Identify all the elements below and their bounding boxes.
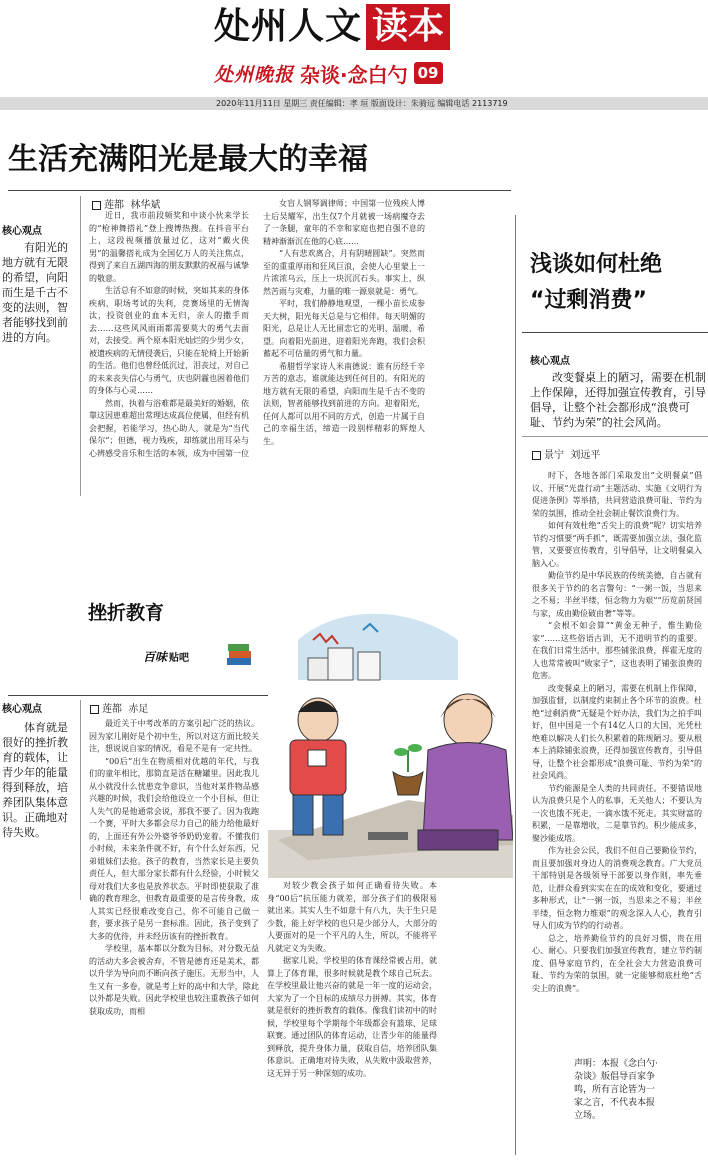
article2-column-tag — [143, 648, 189, 665]
article3-core-text: 改变餐桌上的陋习，需要在机制上作保障，还得加强宣传教育，引导倡导，让整个社会都形成“浪费可耻、节约为荣”的社会风尚。 — [530, 371, 706, 429]
disclaimer-note: 声明：本报《念白勺·杂谈》版倡导百家争鸣，所有言论皆为一家之言，不代表本报立场。 — [574, 1059, 658, 1121]
section-name: 杂谈·念白勺 — [300, 62, 408, 87]
article1-paragraph: 希腊哲学家诗人米南德说：谁有历经千辛万苦的意志，谁就能达到任何目的。有阳光的地方就有无限的希望，向阳而生是千古不变的法则，智者能够找到前进的方向。迎着阳光，任何人都可以用不同的方式，创造一片属于自己的幸福生活，缔造一段别样精彩的辉煌人生。 — [263, 361, 425, 446]
masthead-title — [214, 4, 450, 50]
byline-box-icon — [532, 451, 541, 460]
article1-core-divider — [80, 196, 81, 496]
article1-byline-prefix: 莲都 — [104, 200, 124, 211]
article2-paragraph: “00后”出生在物质相对优越的年代，与我们的童年相比，那简直是活在糖罐里。因此我儿从小就没什么忧患竞争意识，当他对某件物品感兴趣的时候，我们会给他设立一个小目标，但让人失气的是他通常会说，那我不要了。因为我跑一个赛，平时大多都会尽力自己的能力给他最好的，上面还有外公外婆爷爷奶奶宠着。不懂我们小时候，未来条件就不好，有个什么好东西，兄弟姐妹们去抢。孩子的教育，当然家长是主要负责任人，但大部分家长都有什么经验，小时候父母对我们大多也是放养状态。平时即使获取了准确的教育理念，但教育最重要的是言传身教，成人其实已经很难改变自己，你不可能自己做一套，要求孩子是另一套标准。因此，孩子变到了大多的优待，并未经历该有的挫折教育。 — [89, 756, 259, 941]
article2-paragraph: 据家儿说，学校里的体育课经常被占用，就算上了体育课，很多时候就是教个球自己玩去。在学校里最让他兴奋的就是一年一度的运动会，大家为了一个目标的成绩尽力拼搏。其实，体育就是很好的挫折教育的载体。像我们读初中的时候，学校里每个学期每个年级都会有篮球、足球联赛。通过团队的体育运动，让青少年的能量得到释放，提升身体力量，获取自信，培养团队集体意识。正确地对待失败，从失败中汲取营养，这无异于另一种深刻的成功。 — [267, 956, 437, 1078]
article3-paragraph: 勤俭节约是中华民族的传统美德，自古就有很多关于节约的名言警句：“一粥一饭，当思来之不易；半丝半缕，恒念物力为艰”“历览前贤国与家，成由勤俭破由奢”等等。 — [532, 571, 702, 618]
article2-byline-author: 赤足 — [128, 704, 149, 715]
byline-box-icon — [90, 705, 99, 714]
article2-headline: 挫折教育 — [88, 602, 165, 624]
article2-core-text: 体育就是很好的挫折教育的载体，让青少年的能量得到释放，培养团队集体意识。正确地对待失败。 — [2, 721, 68, 839]
article2-paragraph: 学校里，基本都以分数为目标，对分数无益的活动大多会被舍弃，不管是德育还是美术，都以升学为导向而不断向孩子施压。无形当中，人生又有一多卷，就是考上好的高中和大学，除此以外都是失败。因此学校里也较注重教孩子如何获取成功，而相 — [89, 944, 259, 1016]
article2-column-tag-suffix: 贴吧 — [169, 653, 190, 664]
article3-paragraph: 时下，各地各部门采取发出“文明餐桌”倡议、开展“光盘行动”主题活动、实施《文明行为促进条例》等举措，共同营造浪费可耻、节约为荣的氛围，推动全社会制止餐饮浪费行为。 — [532, 471, 702, 518]
article3-byline — [532, 446, 600, 461]
article1-paragraph: 近日，我市前段频奖和中谈小伙来学长的“枪神舞搭礼”登上搜博热搜。在抖音平台上，这段视频播放量过亿，这对“戴火侠男”的温馨搭礼成为全国亿万人的关注焦点，得到了来自五湖四海的朋友默默的祝福与诚挚的敬意。 — [89, 211, 249, 283]
article3-divider — [522, 332, 708, 333]
article3-paragraph: 如何有效杜绝“舌尖上的浪费”呢？切实培养节约习惯要“两手抓”，既需要加强立法，强化监管，又要要宣传教育，引导倡导，让文明餐桌入脑入心。 — [532, 521, 702, 568]
article2-column2 — [267, 880, 437, 1158]
article3-byline-prefix: 景宁 — [544, 450, 564, 461]
article3-paragraph: “会根不如会算”“黄金无种子，惟生勤俭家”……这些俗语古训，无不道明节约的重要。在我们日常生活中，那些铺张浪费，挥霍无度的人也常常被叫“败家子”，这也表明了铺张浪费的危害。 — [532, 621, 702, 680]
article1-divider — [8, 190, 511, 191]
article1-paragraph: 女盲人钢琴调律师；中国第一位残疾人博士后吴耀军，出生仅7个月就被一场病魔夺去了一条腿，童年的不幸和家庭也把自强不息的精神渐渐沉在他的心底…… — [263, 199, 425, 246]
article1-headline: 生活充满阳光是最大的幸福 — [8, 142, 368, 177]
article2-paragraph: 对较少教会孩子如何正确看待失败。本身“00后”抗压能力就差，部分孩子们的极限易就出来。其实人生不如意十有八九，失于生只是少数，能上好学校的也只是少部分人，大部分的人要面对的是一个平凡的人生，所以，不能将平凡就定义为失败。 — [267, 881, 437, 953]
article3-body — [532, 470, 702, 1158]
article2-byline-prefix: 莲都 — [102, 704, 122, 715]
article1-paragraph: “人有悲欢离合，月有阴晴圆缺”。突然而至的重重厚雨和狂风巨浪，会使人心里蒙上一片浓浓乌云，压上一块沉沉石头。事实上，纵然苦雨与灾难，力量的唯一源泉就是：勇气。 — [263, 249, 425, 296]
article2-column-tag-script: 百味 — [143, 650, 168, 664]
article1-column2 — [263, 198, 425, 540]
article1-byline-author: 林华斌 — [130, 200, 161, 211]
article2-divider — [8, 695, 268, 696]
article3-core-divider — [522, 436, 708, 437]
masthead-title-red: 读本 — [366, 4, 450, 50]
cartoon-illustration — [268, 600, 513, 878]
article3-headline-line2: “过剩消费” — [530, 288, 647, 313]
article2-core-divider — [80, 700, 81, 900]
article2-byline — [90, 700, 148, 715]
issue-info-text: 2020年11月11日 星期三 责任编辑：孝 垣 版面设计：朱骑远 编辑电话 2113719 — [216, 99, 508, 108]
article2-core-label: 核心观点 — [2, 704, 42, 715]
article1-paragraph: 生活总有不如意的时候，突如其来的身体疾病，职场考试的失利，竞赛场里的无情淘汰，投资创业的血本无归，亲人的撒手而去……这些风风雨雨都需要莫大的勇气去面对，去接受。两个原本阳光灿烂的少男少女，被遗疾病的无情侵袭后，只能在轮椅上开始新的生活。他们也曾经低沉过，泪丧过，对自己的未来丧失信心与勇气，庆也阴霾也困着他们的身体与心灵…… — [89, 286, 249, 395]
article3-core-label: 核心观点 — [530, 356, 570, 367]
article3-paragraph: 总之，培养勤俭节约的良好习惯，贵在用心、耐心。只要我们加强宣传教育，建立节约制度、倡导家庭节约，在全社会大力营造浪费可耻、节约为荣的氛围，就一定能够彻底杜绝“舌尖上的浪费”。 — [532, 933, 702, 993]
article1-column1 — [89, 210, 249, 555]
article1-paragraph: 然而，执着与浴难都是最美好的婚姻，依靠这因患难超出常理达成高位使属，但经有机会把握，若能学习，热心助人，就是为“当代保尔”；但德，视力残疾，却练就出用耳朵与心辨感受音乐和生活的本领，成为中国第一位 — [89, 398, 249, 458]
page-number-badge: 09 — [414, 62, 443, 84]
article3-byline-author: 刘远平 — [570, 450, 601, 461]
masthead-subline — [214, 58, 443, 88]
article3-paragraph: 节约能源是全人类的共同责任。不要错误地认为浪费只是个人的私事，无关他人；不要认为一次也饿不死走，一滴水饿不死走。其实财富的积累，一是靠增收，二是靠节约。积少能成多，聚沙能成塔。 — [532, 783, 702, 843]
article2-column1 — [89, 718, 259, 1158]
paper-name-logo: 处州晚报 — [214, 63, 295, 86]
article3-paragraph: 作为社会公民，我们不但自己要勤俭节约，而且要加强对身边人的消费观念教育。广大党员干部特别是各级领导干部要以身作则，率先垂范，让群众看到实实在在的成效和变化，要通过多种形式，让“一粥一饭，当思来之不易；半丝半缕，恒念物力维艰”的观念深入人心，教育引导人们成为节约的行动者。 — [532, 846, 702, 930]
byline-box-icon — [92, 201, 101, 210]
article1-core-label: 核心观点 — [2, 226, 42, 237]
book-stack-icon — [225, 640, 255, 668]
article1-byline — [92, 196, 160, 211]
masthead-title-black: 处州人文 — [214, 6, 363, 47]
right-column-divider — [515, 215, 516, 1155]
article1-core-text: 有阳光的地方就有无限的希望，向阳而生是千古不变的法则，智者能够找到前进的方向。 — [2, 241, 68, 344]
article2-paragraph: 最近关于中考改革的方案引起广泛的热议。因为家儿刚好是个初中生，所以对这方面比较关注，想说说自家的情况，看是不是有一定共性。 — [89, 719, 259, 753]
article3-paragraph: 改变餐桌上的陋习，需要在机制上作保障，加强监督，以制度约束制止各个环节的浪费。杜绝“过剩消费”无疑是个好办法，我们为之拍手叫好，但中国是一个有14亿人口的大国，光凭杜绝难以解决人们长久积累着的陈规陋习。要从根本上消除铺张浪费，还得加强宣传教育，引导倡导，让整个社会都形成“浪费可耻、节约为荣”的社会风尚。 — [532, 683, 702, 780]
article3-headline-line1: 浅谈如何杜绝 — [530, 252, 663, 277]
article1-paragraph: 平时，我们静静地观望，一棵小苗长成参天大树，阳光每天总是与它相伴。每天明媚的阳光，总是让人无比留恋它的光明、温暖、希望。向着阳光前进，迎着阳光奔跑，我们会积蓄起不可估量的勇气和力量。 — [263, 299, 425, 358]
